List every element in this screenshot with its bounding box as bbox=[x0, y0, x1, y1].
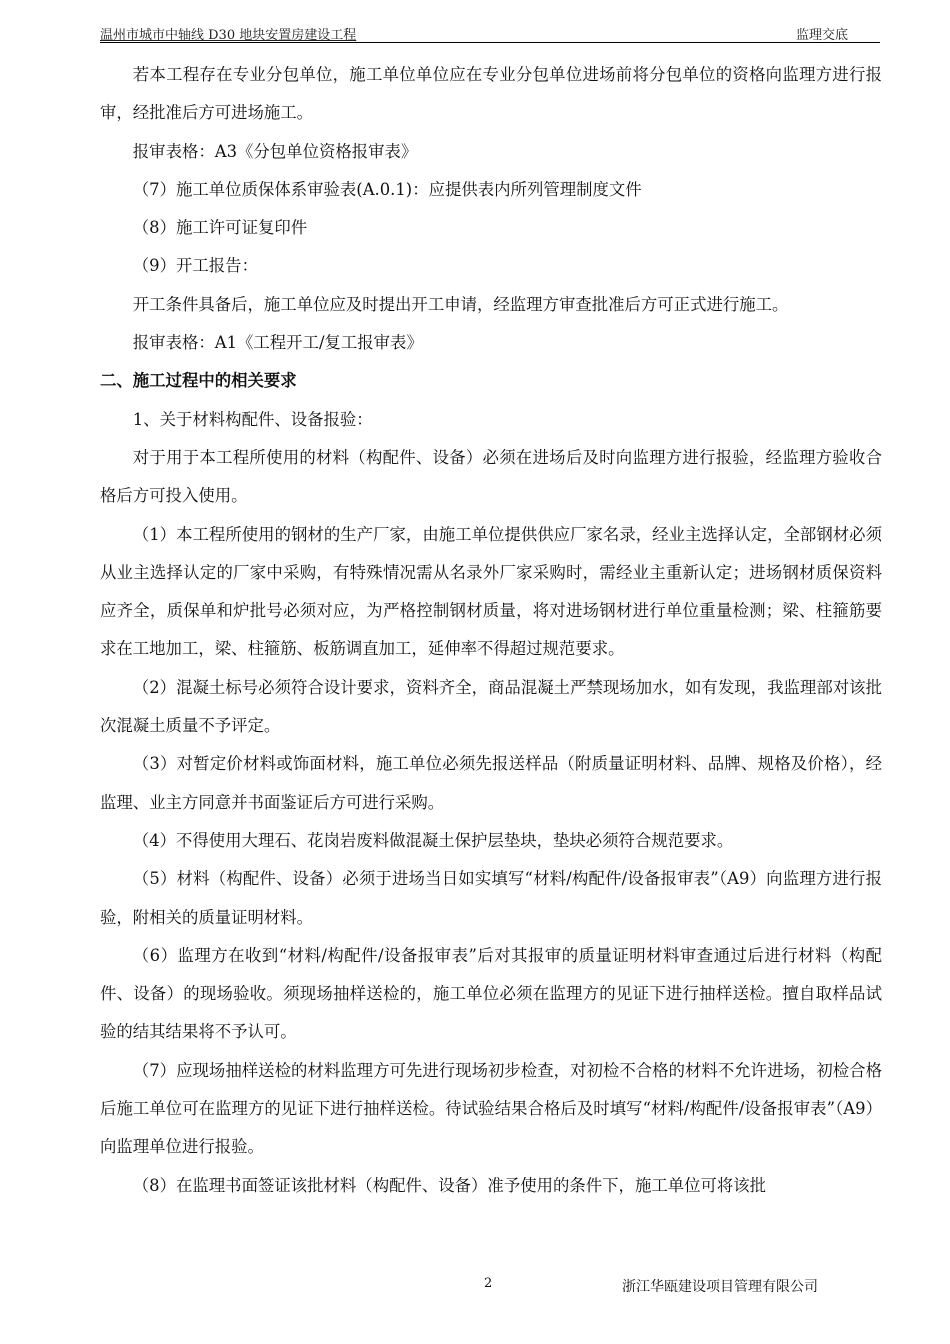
header-doc-type: 监理交底 bbox=[795, 28, 848, 43]
header-project-title: 温州市城市中轴线 D30 地块安置房建设工程 bbox=[100, 28, 357, 43]
paragraph: （7）施工单位质保体系审验表(A.0.1)：应提供表内所列管理制度文件 bbox=[132, 179, 642, 199]
paragraph: 开工条件具备后，施工单位应及时提出开工申请，经监理方审查批准后方可正式进行施工。 bbox=[132, 294, 789, 314]
section-heading: 二、施工过程中的相关要求 bbox=[100, 371, 297, 391]
list-item: （4）不得使用大理石、花岗岩废料做混凝土保护层垫块，垫块必须符合规范要求。 bbox=[132, 830, 734, 850]
paragraph: 若本工程存在专业分包单位，施工单位单位应在专业分包单位进场前将分包单位的资格向监理方进行报审，经批准后方可进场施工。 bbox=[100, 65, 882, 123]
document-body bbox=[100, 56, 882, 1205]
paragraph: （9）开工报告： bbox=[132, 256, 258, 276]
list-item: （2）混凝土标号必须符合设计要求，资料齐全，商品混凝土严禁现场加水，如有发现，我监理部对该批次混凝土质量不予评定。 bbox=[100, 677, 882, 736]
paragraph: （8）施工许可证复印件 bbox=[132, 218, 308, 238]
page-number: 2 bbox=[484, 1276, 493, 1291]
paragraph: 报审表格：A1《工程开工/复工报审表》 bbox=[132, 333, 423, 353]
list-item: （1）本工程所使用的钢材的生产厂家，由施工单位提供供应厂家名录，经业主选择认定，全部钢材必须从业主选择认定的厂家中采购，有特殊情况需从名录外厂家采购时，需经业主重新认定；进场钢材质保资料应齐全，质保单和炉批号必须对应，为严格控制钢材质量，将对进场钢材进行单位重量检测；梁、柱箍筋要求在工地加工，梁、柱箍筋、板筋调直加工，延伸率不得超过规范要求。 bbox=[100, 524, 882, 659]
paragraph: 报审表格：A3《分包单位资格报审表》 bbox=[132, 141, 418, 161]
paragraph: 对于用于本工程所使用的材料（构配件、设备）必须在进场后及时向监理方进行报验，经监理方验收合格后方可投入使用。 bbox=[100, 447, 882, 506]
subsection-heading: 1、关于材料构配件、设备报验： bbox=[132, 409, 373, 429]
list-item: （7）应现场抽样送检的材料监理方可先进行现场初步检查，对初检不合格的材料不允许进场，初检合格后施工单位可在监理方的见证下进行抽样送检。待试验结果合格后及时填写“材料/构配件/设备报审表”（A9）向监理单位进行报验。 bbox=[100, 1060, 882, 1157]
page-footer bbox=[0, 1276, 950, 1296]
footer-company: 浙江华瓯建设项目管理有限公司 bbox=[622, 1279, 818, 1295]
list-item: （3）对暂定价材料或饰面材料，施工单位必须先报送样品（附质量证明材料、品牌、规格及价格），经监理、业主方同意并书面鉴证后方可进行采购。 bbox=[100, 754, 882, 812]
page-header bbox=[100, 24, 880, 43]
list-item: （5）材料（构配件、设备）必须于进场当日如实填写“材料/构配件/设备报审表”（A9）向监理方进行报验，附相关的质量证明材料。 bbox=[100, 869, 882, 927]
list-item: （8）在监理书面签证该批材料（构配件、设备）准予使用的条件下，施工单位可将该批 bbox=[132, 1175, 767, 1195]
list-item: （6）监理方在收到“材料/构配件/设备报审表”后对其报审的质量证明材料审查通过后进行材料（构配件、设备）的现场验收。须现场抽样送检的，施工单位必须在监理方的见证下进行抽样送检。擅自取样品试验的结其结果将不予认可。 bbox=[100, 945, 882, 1042]
